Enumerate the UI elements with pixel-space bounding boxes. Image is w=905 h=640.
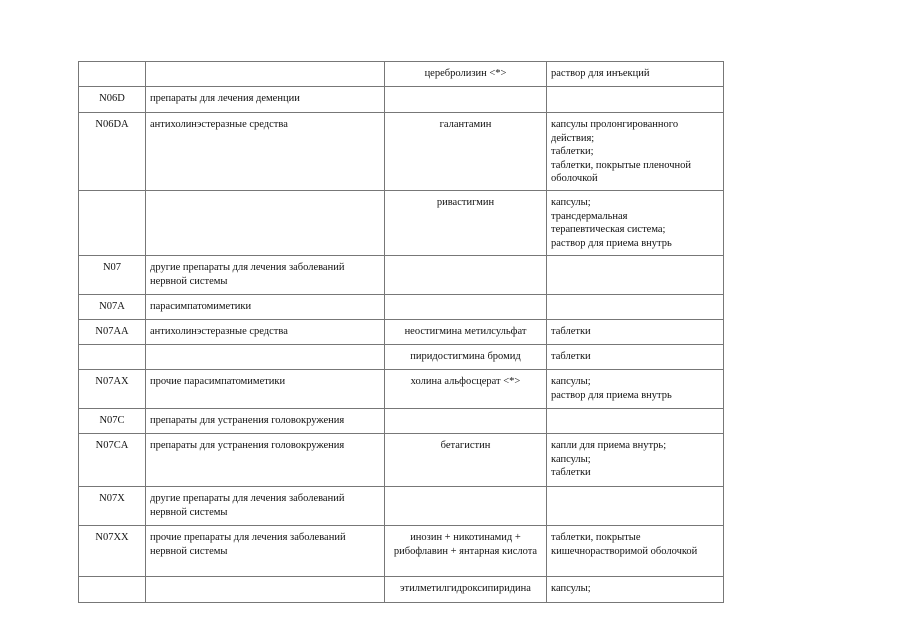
pharmacological-group-cell: препараты для устранения головокружения [146, 434, 385, 487]
dosage-form-cell [547, 434, 724, 487]
dosage-form-line: таблетки, покрытые [551, 532, 641, 543]
dosage-form-line: раствор для приема внутрь [551, 389, 672, 401]
dosage-form-cell [547, 487, 724, 526]
atc-code-cell: N06D [79, 87, 146, 113]
table-row [79, 526, 724, 577]
dosage-form-cell [547, 256, 724, 295]
table-row [79, 62, 724, 87]
atc-code-cell: N07AA [79, 320, 146, 345]
dosage-form-cell [547, 295, 724, 320]
pharmacological-group-cell: парасимпатомиметики [146, 295, 385, 320]
dosage-form-cell [547, 62, 724, 87]
pharmacological-group-cell [146, 62, 385, 87]
table-row [79, 409, 724, 434]
pharmacological-group-cell: прочие парасимпатомиметики [146, 370, 385, 409]
pharmacological-group-cell: препараты для устранения головокружения [146, 409, 385, 434]
dosage-form-line: раствор для приема внутрь [551, 237, 672, 249]
dosage-form-line: капсулы; [551, 197, 591, 208]
dosage-form-line: капли для приема внутрь; [551, 440, 667, 451]
drug-name-cell: бетагистин [385, 434, 547, 487]
dosage-form-cell [547, 191, 724, 256]
dosage-form-cell [547, 113, 724, 191]
dosage-form-line: капсулы; [551, 583, 591, 594]
dosage-form-line: раствор для инъекций [551, 68, 650, 79]
drug-table [78, 61, 724, 603]
dosage-form-line: трансдермальная [551, 210, 628, 222]
pharmacological-group-cell: прочие препараты для лечения заболеваний нервной системы [146, 526, 385, 577]
table-row [79, 345, 724, 370]
dosage-form-line: кишечнорастворимой оболочкой [551, 545, 698, 557]
dosage-form-line: капсулы пролонгированного [551, 119, 679, 130]
drug-name-cell [385, 409, 547, 434]
table-row [79, 191, 724, 256]
drug-name-cell [385, 487, 547, 526]
pharmacological-group-cell: препараты для лечения деменции [146, 87, 385, 113]
drug-name-cell: ривастигмин [385, 191, 547, 256]
dosage-form-line: капсулы; [551, 453, 591, 465]
atc-code-cell: N07XX [79, 526, 146, 577]
pharmacological-group-cell [146, 577, 385, 603]
dosage-form-line: таблетки [551, 467, 591, 478]
table-row [79, 256, 724, 295]
dosage-form-cell [547, 577, 724, 603]
atc-code-cell: N07CA [79, 434, 146, 487]
atc-code-cell: N07AX [79, 370, 146, 409]
dosage-form-line: терапевтическая система; [551, 224, 666, 235]
dosage-form-cell [547, 87, 724, 113]
atc-code-cell: N07 [79, 256, 146, 295]
drug-name-cell: холина альфосцерат <*> [385, 370, 547, 409]
atc-code-cell [79, 577, 146, 603]
atc-code-cell [79, 345, 146, 370]
pharmacological-group-cell [146, 345, 385, 370]
pharmacological-group-cell: антихолинэстеразные средства [146, 113, 385, 191]
dosage-form-line: таблетки; [551, 146, 594, 157]
pharmacological-group-cell: антихолинэстеразные средства [146, 320, 385, 345]
dosage-form-line: таблетки, покрытые пленочной [551, 159, 692, 171]
table-row [79, 434, 724, 487]
table-row [79, 113, 724, 191]
dosage-form-line: действия; [551, 132, 595, 144]
drug-name-cell: пиридостигмина бромид [385, 345, 547, 370]
drug-name-cell: церебролизин <*> [385, 62, 547, 87]
drug-name-cell: галантамин [385, 113, 547, 191]
dosage-form-line: оболочкой [551, 173, 598, 184]
dosage-form-cell [547, 345, 724, 370]
atc-code-cell: N07C [79, 409, 146, 434]
table-row [79, 577, 724, 603]
dosage-form-cell [547, 526, 724, 577]
dosage-form-cell [547, 409, 724, 434]
pharmacological-group-cell: другие препараты для лечения заболеваний нервной системы [146, 256, 385, 295]
table-row [79, 370, 724, 409]
dosage-form-line: таблетки [551, 326, 591, 337]
dosage-form-line: таблетки [551, 351, 591, 362]
drug-name-cell [385, 256, 547, 295]
atc-code-cell [79, 191, 146, 256]
dosage-form-cell [547, 320, 724, 345]
atc-code-cell: N07X [79, 487, 146, 526]
drug-name-cell: неостигмина метилсульфат [385, 320, 547, 345]
drug-name-cell [385, 295, 547, 320]
atc-code-cell: N06DA [79, 113, 146, 191]
pharmacological-group-cell: другие препараты для лечения заболеваний нервной системы [146, 487, 385, 526]
drug-name-cell: инозин + никотинамид + рибофлавин + янтарная кислота [385, 526, 547, 577]
dosage-form-line: капсулы; [551, 376, 591, 387]
table-row [79, 487, 724, 526]
table-row [79, 320, 724, 345]
drug-name-cell [385, 87, 547, 113]
dosage-form-cell [547, 370, 724, 409]
table-row [79, 295, 724, 320]
atc-code-cell [79, 62, 146, 87]
pharmacological-group-cell [146, 191, 385, 256]
atc-code-cell: N07A [79, 295, 146, 320]
table-row [79, 87, 724, 113]
drug-name-cell: этилметилгидроксипиридина [385, 577, 547, 603]
